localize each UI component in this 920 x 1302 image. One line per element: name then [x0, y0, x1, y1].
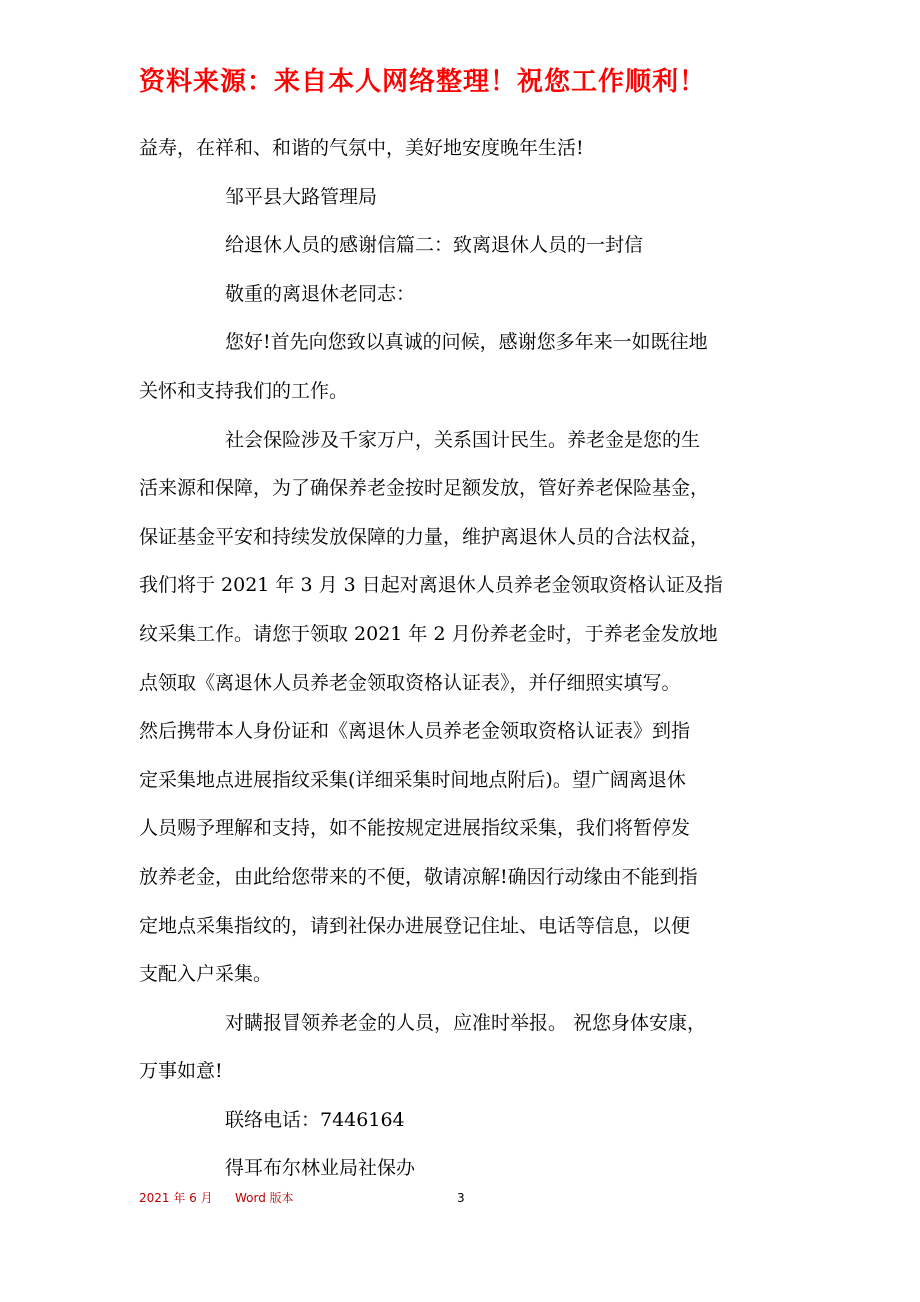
signature-organization: 得耳布尔林业局社保办 [225, 1157, 416, 1180]
body-line: 定采集地点进展指纹采集(详细采集时间地点附后)。望广阔离退休 [139, 768, 686, 791]
body-line: 社会保险涉及千家万户，关系国计民生。养老金是您的生 [225, 428, 701, 451]
body-line: 定地点采集指纹的，请到社保办进展登记住址、电话等信息，以便 [139, 914, 691, 937]
body-line: 敬重的离退休老同志： [225, 282, 416, 305]
page-footer [139, 1186, 539, 1210]
contact-phone: 联络电话：7446164 [225, 1108, 405, 1131]
body-line: 给退休人员的感谢信篇二：致离退休人员的一封信 [225, 234, 644, 257]
body-line: 益寿，在祥和、和谐的气氛中，美好地安度晚年生活! [139, 137, 584, 159]
body-line: 邹平县大路管理局 [225, 185, 378, 208]
body-line: 活来源和保障，为了确保养老金按时足额发放，管好养老保险基金， [139, 477, 710, 500]
body-line: 纹采集工作。请您于领取 2021 年 2 月份养老金时，于养老金发放地 [139, 622, 718, 645]
page-number: 3 [457, 1191, 465, 1205]
body-line: 保证基金平安和持续发放保障的力量，维护离退休人员的合法权益， [139, 525, 710, 548]
body-line: 人员赐予理解和支持，如不能按规定进展指纹采集，我们将暂停发 [139, 817, 691, 840]
letter-body [139, 124, 784, 1193]
body-line: 对瞒报冒领养老金的人员，应准时举报。 祝您身体安康， [225, 1011, 707, 1034]
footer-version: Word 版本 [235, 1191, 294, 1205]
body-line: 然后携带本人身份证和《离退休人员养老金领取资格认证表》到指 [139, 720, 691, 743]
body-line: 关怀和支持我们的工作。 [139, 379, 349, 402]
body-line: 我们将于 2021 年 3 月 3 日起对离退休人员养老金领取资格认证及指 [139, 574, 723, 597]
source-banner: 资料来源：来自本人网络整理！祝您工作顺利！ [139, 67, 707, 97]
footer-date: 2021 年 6 月 [139, 1191, 213, 1205]
body-line: 支配入户采集。 [139, 963, 273, 986]
body-line: 放养老金，由此给您带来的不便，敬请凉解!确因行动缘由不能到指 [139, 865, 698, 888]
body-line: 点领取《离退休人员养老金领取资格认证表》，并仔细照实填写。 [139, 671, 681, 694]
body-line: 万事如意! [139, 1060, 223, 1083]
body-line: 您好!首先向您致以真诚的问候，感谢您多年来一如既往地 [225, 331, 708, 354]
